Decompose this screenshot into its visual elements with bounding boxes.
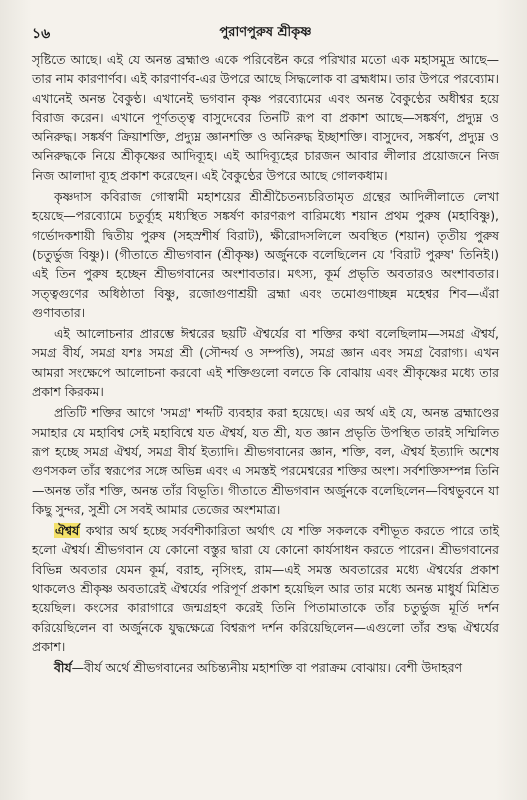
term-virya: বীর্য [54, 660, 72, 676]
page-header [32, 22, 499, 42]
paragraph-text: এই আলোচনার প্রারম্ভে ঈশ্বরের ছয়টি ঐশ্বর্যের বা শক্তির কথা বলেছিলাম—সমগ্র ঐশ্বর্য, সমগ্র বীর্য, সমগ্র যশঃ সমগ্র শ্রী (সৌন্দর্য ও সম্পত্তি), সমগ্র জ্ঞান এবং সমগ্র বৈরাগ্য। এখন আমরা সংক্ষেপে আলোচনা করবো এই শক্তিগুলো বলতে কি বোঝায় এবং শ্রীকৃষ্ণের মধ্যে তার প্রকাশ কিরকম। [32, 326, 499, 400]
page-body [32, 50, 499, 678]
paragraph-2 [32, 187, 499, 322]
paragraph-text: প্রতিটি শক্তির আগে 'সমগ্র' শব্দটি ব্যবহার করা হয়েছে। এর অর্থ এই যে, অনন্ত ব্রহ্মাণ্ডের সমাহার যে মহাবিশ্ব সেই মহাবিশ্বে যত ঐশ্বর্য, যত শ্রী, যত জ্ঞান প্রভৃতি উপস্থিত তারই সম্মিলিত রূপ হচ্ছে সমগ্র ঐশ্বর্য, সমগ্র বীর্য ইত্যাদি। শ্রীভগবানের জ্ঞান, শক্তি, বল, ঐশ্বর্য ইত্যাদি অশেষ গুণসকল তাঁর স্বরূপের সঙ্গে অভিন্ন এবং এ সমস্তই পরমেশ্বরের শক্তির অংশ। সর্বশক্তিসম্পন্ন তিনি—অনন্ত তাঁর শক্তি, অনন্ত তাঁর বিভূতি। গীতাতে শ্রীভগবান অর্জুনকে বলেছিলেন—বিশ্বভুবনে যা কিছু সুন্দর, সুশ্রী সে সবই আমার তেজের অংশমাত্র। [32, 405, 499, 517]
paragraph-5 [32, 521, 499, 656]
paragraph-3 [32, 324, 499, 401]
highlighted-term-aishwarya: ঐশ্বর্য [55, 523, 80, 539]
paragraph-4 [32, 403, 499, 519]
paragraph-text: —বীর্য অর্থে শ্রীভগবানের অচিন্ত্যনীয় মহাশক্তি বা পরাক্রম বোঝায়। বেশী উদাহরণ [71, 660, 463, 676]
running-title: পুরাণপুরুষ শ্রীকৃষ্ণ [219, 25, 312, 40]
paragraph-1 [32, 50, 499, 185]
paragraph-6 [32, 658, 499, 677]
paragraph-text: কৃষ্ণদাস কবিরাজ গোস্বামী মহাশয়ের শ্রীশ্রীচৈতন্যচরিতামৃত গ্রন্থের আদিলীলাতে লেখা হয়েছে—পরব্যোমে চতুর্ব্যূহ মধ্যস্থিত সঙ্কর্ষণ কারণরূপ বারিমধ্যে শয়ান প্রথম পুরুষ (মহাবিষ্ণু), গর্ভোদকশায়ী দ্বিতীয় পুরুষ (সহস্রশীর্ষ বিরাট), ক্ষীরোদসলিলে অবস্থিত (শয়ান) তৃতীয় পুরুষ (চতুর্ভুজ বিষ্ণু)। (গীতাতে শ্রীভগবান (শ্রীকৃষ্ণ) অর্জুনকে বলেছিলেন যে 'বিরাট পুরুষ' তিনিই।) এই তিন পুরুষ হচ্ছেন শ্রীভগবানের অংশাবতার। মৎস্য, কূর্ম প্রভৃতি অবতারও অংশাবতার। সত্ত্বগুণের অধিষ্ঠাতা বিষ্ণু, রজোগুণাশ্রয়ী ব্রহ্মা এবং তমোগুণাচ্ছন্ন মহেশ্বর শিব—এঁরা গুণাবতার। [32, 189, 499, 320]
page-number: ১৬ [32, 26, 51, 42]
paragraph-text: সৃষ্টিতে আছে। এই যে অনন্ত ব্রহ্মাণ্ড একে পরিবেষ্টন করে পরিখার মতো এক মহাসমুদ্র আছে—তার নাম কারণার্ণব। এই কারণার্ণব-এর উপরে আছে সিদ্ধলোক বা ব্রহ্মধাম। তার উপরে পরব্যোম। এখানেই অনন্ত বৈকুণ্ঠ। এখানেই ভগবান কৃষ্ণ পরব্যোমের এবং অনন্ত বৈকুণ্ঠের অধীশ্বর হয়ে বিরাজ করেন। এখানে পূর্ণতত্ত্ব বাসুদেবের তিনটি রূপ বা প্রকাশ আছে—সঙ্কর্ষণ, প্রদ্যুম্ন ও অনিরুদ্ধ। সঙ্কর্ষণ ক্রিয়াশক্তি, প্রদ্যুম্ন জ্ঞানশক্তি ও অনিরুদ্ধ ইচ্ছাশক্তি। বাসুদেব, সঙ্কর্ষণ, প্রদ্যুম্ন ও অনিরুদ্ধকে নিয়ে শ্রীকৃষ্ণের আদিব্যূহ। এই আদিব্যূহের চারজন আবার লীলার প্রয়োজনে নিজ নিজ আলাদা ব্যূহ প্রকাশ করেছেন। এই বৈকুণ্ঠের উপরে আছে গোলকধাম। [32, 52, 499, 183]
paragraph-text: কথার অর্থ হচ্ছে সর্ববশীকারিতা অর্থাৎ যে শক্তি সকলকে বশীভূত করতে পারে তাই হলো ঐশ্বর্য। শ্রীভগবান যে কোনো বস্তুর দ্বারা যে কোনো কার্যসাধন করতে পারেন। শ্রীভগবানের বিভিন্ন অবতার যেমন কূর্ম, বরাহ, নৃসিংহ, রাম—এই সমস্ত অবতারের মধ্যে ঐশ্বর্যের প্রকাশ থাকলেও শ্রীকৃষ্ণ অবতারেই ঐশ্বর্যের পরিপূর্ণ প্রকাশ হয়েছিল আর তার মধ্যে অনন্ত মাধুর্য মিশ্রিত হয়েছিল। কংসের কারাগারে জন্মগ্রহণ করেই তিনি পিতামাতাকে তাঁর চতুর্ভুজ মূর্তি দর্শন করিয়েছিলেন বা অর্জুনকে যুদ্ধক্ষেত্রে বিশ্বরূপ দর্শন করিয়েছিলেন—এগুলো তাঁর শুদ্ধ ঐশ্বর্যের প্রকাশ। [32, 523, 499, 654]
